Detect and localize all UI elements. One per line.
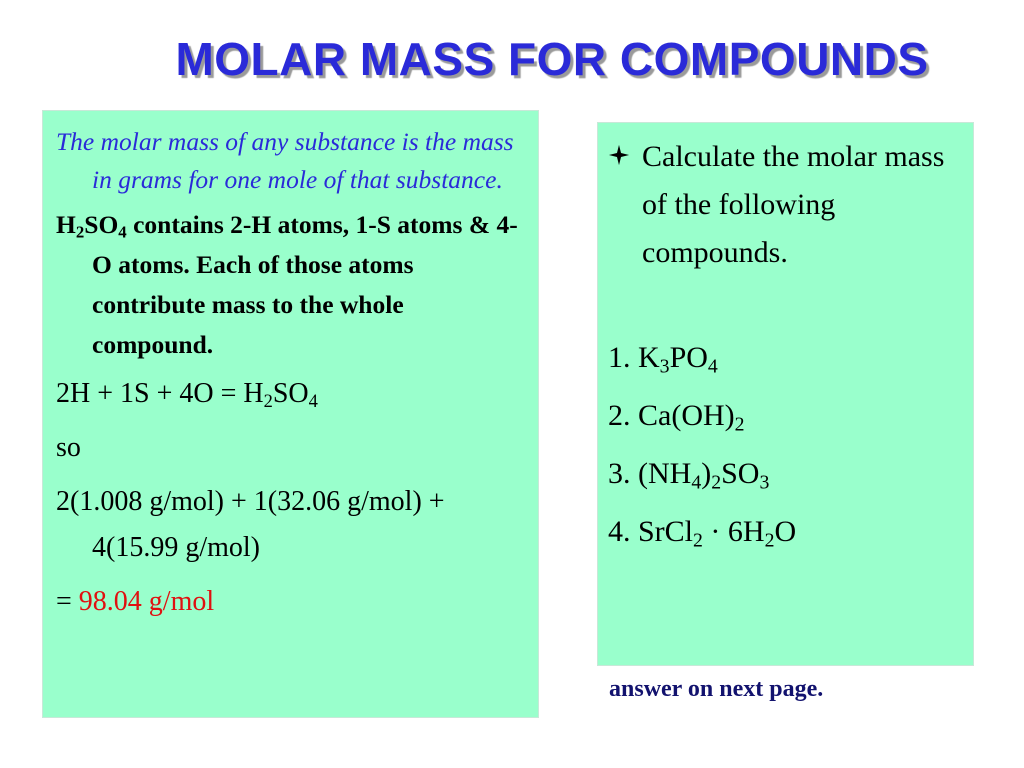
exercise-panel: [597, 122, 974, 666]
hydrate-dot: ·: [702, 515, 728, 548]
subscript: 3: [659, 355, 670, 378]
result-line: [56, 579, 524, 625]
equation-lhs: 2H + 1S + 4O = H: [56, 378, 264, 409]
subscript: 4: [118, 222, 127, 242]
atom-composition-text: [56, 205, 524, 365]
explanation-panel: [42, 110, 539, 718]
subscript: 2: [764, 529, 775, 552]
slide-title: MOLAR MASS FOR COMPOUNDS: [175, 33, 929, 85]
star-icon: [608, 133, 642, 181]
exercise-prompt: [608, 133, 965, 277]
subscript: 2: [263, 391, 273, 412]
item-text: SO: [721, 457, 760, 490]
formula-h: H: [56, 210, 76, 239]
list-item: [608, 445, 965, 503]
formula-so: SO: [84, 210, 119, 239]
item-text: 1. K: [608, 341, 660, 374]
item-text: 2. Ca(OH): [608, 399, 735, 432]
item-text: O: [774, 515, 797, 548]
list-item: [608, 503, 965, 561]
definition-text: The molar mass of any substance is the mass in grams for one mole of that substance.: [56, 127, 514, 194]
composition-description: contains 2-H atoms, 1-S atoms & 4-O atoms. Each of those atoms contribute mass to the whole compound.: [92, 210, 518, 359]
subscript: 4: [691, 471, 702, 494]
subscript: 2: [75, 222, 85, 242]
item-text: 3. (NH: [608, 457, 692, 490]
atom-equation: [56, 371, 524, 417]
item-text: PO: [669, 341, 708, 374]
item-text: ): [701, 457, 712, 490]
subscript: 4: [308, 391, 318, 412]
subscript: 2: [711, 471, 722, 494]
result-value: 98.04 g/mol: [78, 586, 215, 617]
subscript: 2: [734, 413, 745, 436]
calculation-text: 2(1.008 g/mol) + 1(32.06 g/mol) + 4(15.99 g/mol): [56, 486, 445, 563]
subscript: 4: [707, 355, 718, 378]
result-prefix: =: [56, 586, 79, 617]
prompt-text: Calculate the molar mass of the following compounds.: [642, 140, 945, 269]
subscript: 2: [693, 529, 703, 552]
item-text: 6H: [727, 515, 765, 548]
so-text: so: [56, 432, 81, 463]
compound-list: [608, 329, 965, 561]
formula-so: SO: [272, 378, 309, 409]
subscript: 3: [759, 471, 770, 494]
list-item: [608, 387, 965, 445]
next-page-note: answer on next page.: [609, 676, 824, 702]
item-text: 4. SrCl: [608, 515, 694, 548]
list-item: [608, 329, 965, 387]
